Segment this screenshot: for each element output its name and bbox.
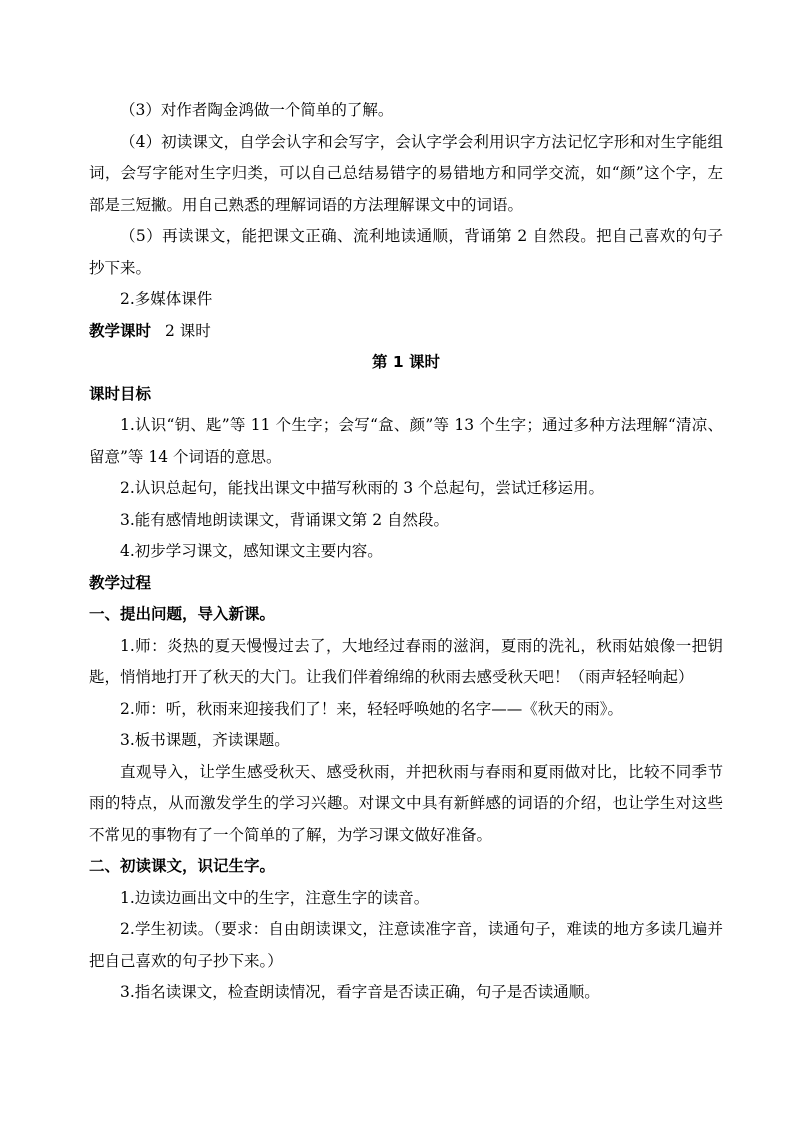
preparation-item-2: 2.多媒体课件	[120, 290, 213, 308]
goal-item: 1.认识“钥、匙”等 11 个生字；会写“盒、颜”等 13 个生字；通过多种方法理解“清凉、留意”等 14 个词语的意思。	[89, 416, 723, 466]
document-page	[89, 95, 723, 1009]
goals-heading: 课时目标	[89, 384, 152, 403]
goal-item: 4.初步学习课文，感知课文主要内容。	[120, 542, 383, 560]
lesson-hours-value: 2 课时	[165, 321, 211, 340]
step1-heading: 一、提出问题，导入新课。	[89, 605, 276, 623]
section-title: 第 1 课时	[371, 353, 441, 371]
step2-item: 3.指名读课文，检查朗读情况，看字音是否读正确，句子是否读通顺。	[120, 983, 600, 1001]
step2-heading: 二、初读课文，识记生字。	[89, 857, 276, 875]
step2-item: 1.边读边画出文中的生字，注意生字的读音。	[120, 888, 430, 907]
step1-item: 2.师：听，秋雨来迎接我们了！来，轻轻呼唤她的名字——《秋天的雨》。	[120, 699, 624, 718]
step1-item: 1.师：炎热的夏天慢慢过去了，大地经过春雨的滋润，夏雨的洗礼，秋雨姑娘像一把钥匙，悄悄地打开了秋天的大门。让我们伴着绵绵的秋雨去感受秋天吧！（雨声轻轻响起）	[89, 636, 723, 686]
step1-summary: 直观导入，让学生感受秋天、感受秋雨，并把秋雨与春雨和夏雨做对比，比较不同季节雨的特点，从而激发学生的学习兴趣。对课文中具有新鲜感的词语的介绍，也让学生对这些不常见的事物有了一个简单的了解，为学习课文做好准备。	[89, 762, 723, 844]
step1-item: 3.板书课题，齐读课题。	[120, 731, 290, 749]
goal-item: 3.能有感情地朗读课文，背诵课文第 2 自然段。	[120, 510, 450, 529]
objective-item-5: （5）再读课文，能把课文正确、流利地读通顺，背诵第 2 自然段。把自己喜欢的句子抄下来。	[89, 227, 723, 277]
lesson-hours-label: 教学课时	[89, 321, 152, 340]
goal-item: 2.认识总起句，能找出课文中描写秋雨的 3 个总起句，尝试迁移运用。	[120, 479, 605, 497]
step2-item: 2.学生初读。（要求：自由朗读课文，注意读准字音，读通句子，难读的地方多读几遍并把自己喜欢的句子抄下来。）	[89, 920, 723, 970]
lesson-hours-line	[89, 316, 723, 348]
objective-item-3: （3）对作者陶金鸿做一个简单的了解。	[120, 101, 394, 119]
process-heading: 教学过程	[89, 573, 152, 592]
objective-item-4: （4）初读课文，自学会认字和会写字，会认字学会利用识字方法记忆字形和对生字能组词，会写字能对生字归类，可以自己总结易错字的易错地方和同学交流，如“颜”这个字，左部是三短撇。用自己熟悉的理解词语的方法理解课文中的词语。	[89, 132, 723, 214]
